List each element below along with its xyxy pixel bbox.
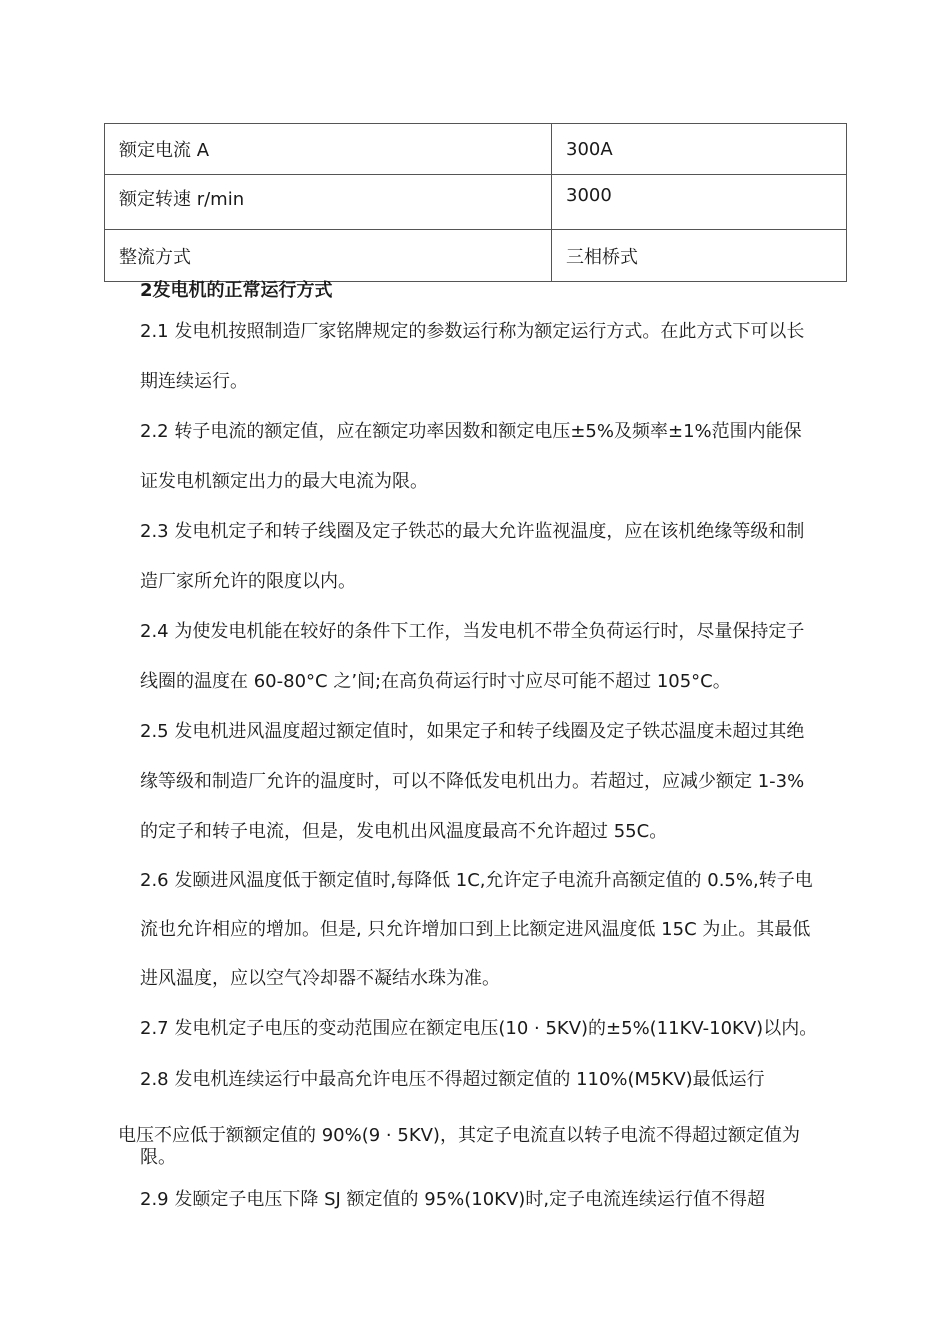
- text-line: 2.1 发电机按照制造厂家铭牌规定的参数运行称为额定运行方式。在此方式下可以长: [140, 321, 805, 342]
- section-heading: 2发电机的正常运行方式: [140, 280, 333, 301]
- table-cell-value: 3000: [552, 175, 847, 230]
- table-row: [105, 230, 847, 282]
- text-line: 2.4 为使发电机能在较好的条件下工作，当发电机不带全负荷运行时，尽量保持定子: [140, 621, 805, 642]
- table-cell-value: 三相桥式: [552, 230, 847, 282]
- table-cell-value: 300A: [552, 124, 847, 175]
- text-line: 2.2 转子电流的额定值，应在额定功率因数和额定电压±5%及频率±1%范围内能保: [140, 421, 802, 442]
- text-line: 限。: [140, 1147, 176, 1168]
- text-line: 2.8 发电机连续运行中最高允许电压不得超过额定值的 110%(M5KV)最低运行: [140, 1069, 765, 1090]
- text-line: 2.9 发颐定子电压下降 SJ 额定值的 95%(10KV)时,定子电流连续运行值不得超: [140, 1189, 766, 1210]
- table-cell-label: 额定电流 A: [105, 124, 552, 175]
- table-row: [105, 175, 847, 230]
- text-line: 线圈的温度在 60-80°C 之’间;在高负荷运行时寸应尽可能不超过 105°C。: [140, 671, 731, 692]
- text-line: 缘等级和制造厂允许的温度时，可以不降低发电机出力。若超过，应减少额定 1-3%: [140, 771, 805, 792]
- text-line: 造厂家所允许的限度以内。: [140, 571, 356, 592]
- text-line: 流也允许相应的增加。但是, 只允许增加口到上比额定进风温度低 15C 为止。其最低: [140, 919, 811, 940]
- text-line: 电压不应低于额额定值的 90%(9 · 5KV)，其定子电流直以转子电流不得超过额定值为: [118, 1125, 800, 1146]
- text-line: 2.5 发电机进风温度超过额定值时，如果定子和转子线圈及定子铁芯温度未超过其绝: [140, 721, 805, 742]
- text-line: 的定子和转子电流，但是，发电机出风温度最高不允许超过 55C。: [140, 821, 668, 842]
- table-cell-label: 整流方式: [105, 230, 552, 282]
- spec-table: [104, 123, 847, 282]
- text-line: 进风温度，应以空气冷却器不凝结水珠为准。: [140, 968, 500, 989]
- table-cell-label: 额定转速 r/min: [105, 175, 552, 230]
- text-line: 2.3 发电机定子和转子线圈及定子铁芯的最大允许监视温度，应在该机绝缘等级和制: [140, 521, 805, 542]
- text-line: 证发电机额定出力的最大电流为限。: [140, 471, 428, 492]
- text-line: 期连续运行。: [140, 371, 248, 392]
- table-row: [105, 124, 847, 175]
- text-line: 2.6 发颐进风温度低于额定值时,每降低 1C,允许定子电流升高额定值的 0.5%,转子电: [140, 870, 813, 891]
- text-line: 2.7 发电机定子电压的变动范围应在额定电压(10 · 5KV)的±5%(11KV-10KV)以内。: [140, 1018, 818, 1039]
